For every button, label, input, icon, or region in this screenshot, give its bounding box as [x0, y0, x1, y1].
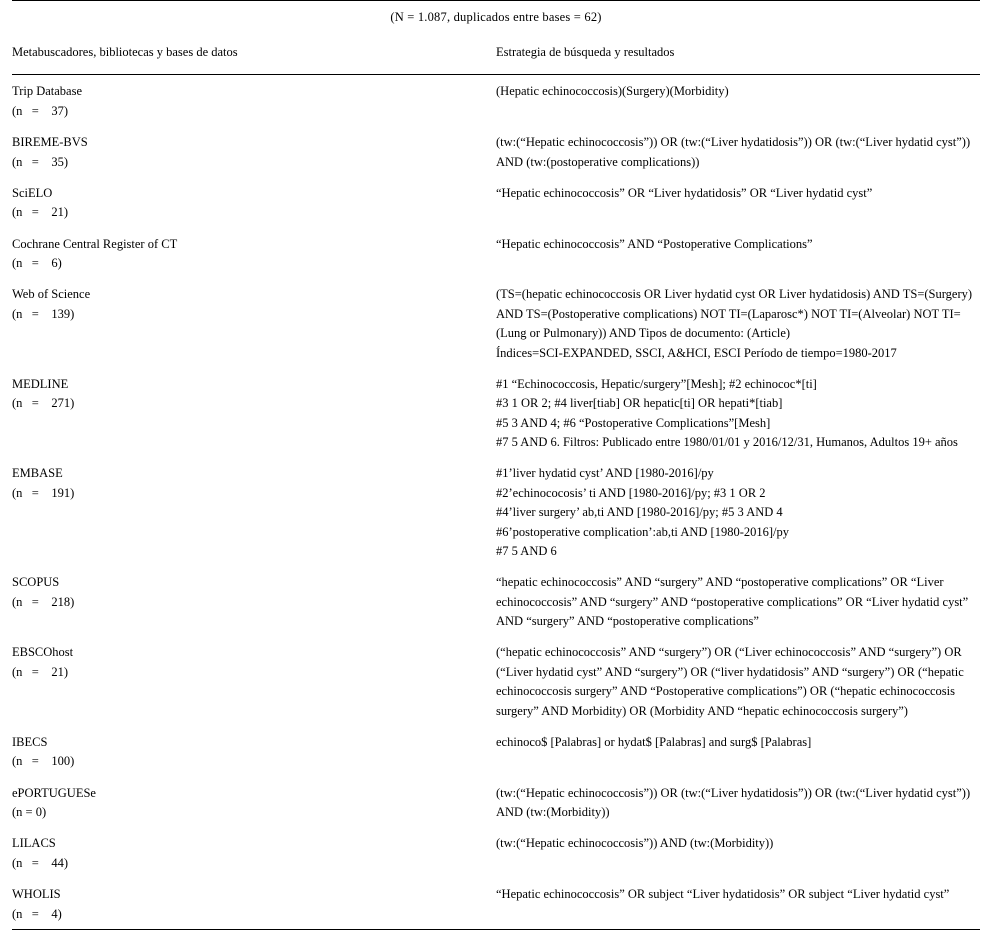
database-name: WHOLIS	[12, 887, 61, 902]
strategy-line: (tw:(“Hepatic echinococcosis”)) AND (tw:(Morbidity))	[496, 836, 774, 851]
row-strategy-cell	[496, 827, 980, 878]
database-name: Web of Science	[12, 287, 91, 302]
database-count: (n = 4)	[12, 906, 62, 921]
database-name: EMBASE	[12, 466, 63, 481]
row-database-cell	[12, 278, 496, 368]
database-count: (n = 21)	[12, 205, 68, 220]
database-name: SciELO	[12, 185, 53, 200]
database-count: (n = 35)	[12, 154, 68, 169]
database-count: (n = 100)	[12, 754, 75, 769]
strategy-line: “Hepatic echinococcosis” OR “Liver hydatidosis” OR “Liver hydatid cyst”	[496, 185, 873, 200]
row-strategy-cell	[496, 726, 980, 777]
row-strategy-cell	[496, 278, 980, 368]
table-row	[12, 777, 980, 828]
table-row	[12, 278, 980, 368]
table-body	[12, 1, 980, 930]
table-row	[12, 75, 980, 126]
strategy-text	[496, 733, 980, 752]
strategy-text	[496, 375, 980, 453]
database-name: MEDLINE	[12, 376, 69, 391]
database-name: Cochrane Central Register of CT	[12, 236, 178, 251]
database-name: ePORTUGUESe	[12, 785, 96, 800]
row-strategy-cell	[496, 566, 980, 636]
strategy-line: #4’liver surgery’ ab,ti AND [1980-2016]/py; #5 3 AND 4	[496, 505, 783, 520]
row-strategy-cell	[496, 228, 980, 279]
strategy-text	[496, 643, 980, 721]
row-strategy-cell	[496, 878, 980, 929]
database-name: LILACS	[12, 836, 56, 851]
strategy-line: (“hepatic echinococcosis” AND “surgery”) OR (“Liver echinococcosis” AND “surgery”) OR (“Liver hydatid cyst” AND “surgery”) OR (“liver hydatidosis” AND “surgery”) OR (“hepatic echinococcosis surgery” AND “Postoperative complications”) OR (“hepatic echinococcosis surgery” AND Morbidity) OR (Morbidity AND “hepatic echinococcosis surgery”)	[496, 645, 964, 718]
header-label-strategy: Estrategia de búsqueda y resultados	[496, 45, 675, 59]
header-label-databases: Metabuscadores, bibliotecas y bases de datos	[12, 45, 238, 59]
table-row	[12, 566, 980, 636]
table-row	[12, 126, 980, 177]
row-database-cell	[12, 636, 496, 726]
row-strategy-cell	[496, 777, 980, 828]
strategy-line: #7 5 AND 6. Filtros: Publicado entre 1980/01/01 y 2016/12/31, Humanos, Adultos 19+ años	[496, 435, 958, 449]
header-cell-databases	[12, 34, 496, 75]
strategy-line: #7 5 AND 6	[496, 543, 557, 558]
row-strategy-cell	[496, 126, 980, 177]
strategy-line: Índices=SCI-EXPANDED, SSCI, A&HCI, ESCI Período de tiempo=1980-2017	[496, 345, 897, 360]
table-row	[12, 228, 980, 279]
strategy-text	[496, 464, 980, 561]
strategy-text	[496, 784, 980, 823]
row-database-cell	[12, 457, 496, 566]
row-strategy-cell	[496, 177, 980, 228]
database-count: (n = 0)	[12, 805, 47, 819]
database-count: (n = 271)	[12, 396, 75, 411]
database-count: (n = 218)	[12, 594, 75, 609]
strategy-text	[496, 285, 980, 363]
table-row	[12, 457, 980, 566]
strategy-line: #1 “Echinococcosis, Hepatic/surgery”[Mesh]; #2 echinococ*[ti]	[496, 376, 817, 391]
database-count: (n = 21)	[12, 664, 68, 679]
strategy-line: “hepatic echinococcosis” AND “surgery” AND “postoperative complications” OR “Liver echinococcosis” AND “surgery” AND “postoperative complications” OR “Liver hydatid cyst” AND “surgery” AND “postoperative complications”	[496, 575, 969, 628]
row-database-cell	[12, 126, 496, 177]
strategy-line: #5 3 AND 4; #6 “Postoperative Complications”[Mesh]	[496, 415, 771, 430]
table-row	[12, 177, 980, 228]
strategy-text	[496, 235, 980, 254]
row-database-cell	[12, 228, 496, 279]
row-database-cell	[12, 368, 496, 458]
strategy-text	[496, 133, 980, 172]
row-database-cell	[12, 75, 496, 126]
strategy-text	[496, 184, 980, 203]
table-header-row	[12, 34, 980, 75]
row-database-cell	[12, 177, 496, 228]
strategy-text	[496, 834, 980, 853]
database-name: EBSCOhost	[12, 645, 74, 660]
table-row	[12, 878, 980, 929]
database-count: (n = 37)	[12, 103, 68, 118]
database-count: (n = 6)	[12, 256, 62, 270]
strategy-text	[496, 82, 980, 101]
row-database-cell	[12, 777, 496, 828]
table-caption: (N = 1.087, duplicados entre bases = 62)	[390, 10, 602, 24]
table-caption-row	[12, 1, 980, 35]
row-database-cell	[12, 566, 496, 636]
row-database-cell	[12, 726, 496, 777]
table-row	[12, 636, 980, 726]
table-row	[12, 726, 980, 777]
row-strategy-cell	[496, 457, 980, 566]
database-name: Trip Database	[12, 84, 83, 99]
database-count: (n = 139)	[12, 306, 75, 321]
row-strategy-cell	[496, 636, 980, 726]
table-row	[12, 827, 980, 878]
database-count: (n = 44)	[12, 855, 68, 870]
strategy-text	[496, 885, 980, 904]
row-database-cell	[12, 827, 496, 878]
strategy-line: #3 1 OR 2; #4 liver[tiab] OR hepatic[ti] OR hepati*[tiab]	[496, 396, 783, 411]
search-strategy-table	[12, 0, 980, 930]
strategy-line: #2’echinococosis’ ti AND [1980-2016]/py; #3 1 OR 2	[496, 485, 766, 500]
strategy-text	[496, 573, 980, 631]
table-row	[12, 368, 980, 458]
header-cell-strategy	[496, 34, 980, 75]
strategy-line: #6’postoperative complication’:ab,ti AND [1980-2016]/py	[496, 524, 789, 539]
database-name: SCOPUS	[12, 575, 60, 590]
strategy-line: (tw:(“Hepatic echinococcosis”)) OR (tw:(“Liver hydatidosis”)) OR (tw:(“Liver hydatid cyst”)) AND (tw:(postoperative complications))	[496, 135, 971, 169]
strategy-line: “Hepatic echinococcosis” AND “Postoperative Complications”	[496, 236, 813, 251]
database-name: IBECS	[12, 734, 48, 749]
strategy-line: #1’liver hydatid cyst’ AND [1980-2016]/py	[496, 466, 714, 481]
row-strategy-cell	[496, 368, 980, 458]
row-strategy-cell	[496, 75, 980, 126]
strategy-line: (TS=(hepatic echinococcosis OR Liver hydatid cyst OR Liver hydatidosis) AND TS=(Surgery) AND TS=(Postoperative complications) NOT TI=(Laparosc*) NOT TI=(Alveolar) NOT TI=(Lung or Pulmonary)) AND Tipos de documento: (Article)	[496, 287, 973, 341]
table-caption-cell	[12, 1, 980, 35]
database-name: BIREME-BVS	[12, 135, 88, 150]
strategy-line: echinoco$ [Palabras] or hydat$ [Palabras] and surg$ [Palabras]	[496, 734, 812, 749]
strategy-line: (Hepatic echinococcosis)(Surgery)(Morbidity)	[496, 84, 729, 99]
strategy-line: (tw:(“Hepatic echinococcosis”)) OR (tw:(“Liver hydatidosis”)) OR (tw:(“Liver hydatid cyst”)) AND (tw:(Morbidity))	[496, 785, 971, 819]
row-database-cell	[12, 878, 496, 929]
database-count: (n = 191)	[12, 485, 75, 500]
strategy-line: “Hepatic echinococcosis” OR subject “Liver hydatidosis” OR subject “Liver hydatid cyst”	[496, 887, 950, 902]
